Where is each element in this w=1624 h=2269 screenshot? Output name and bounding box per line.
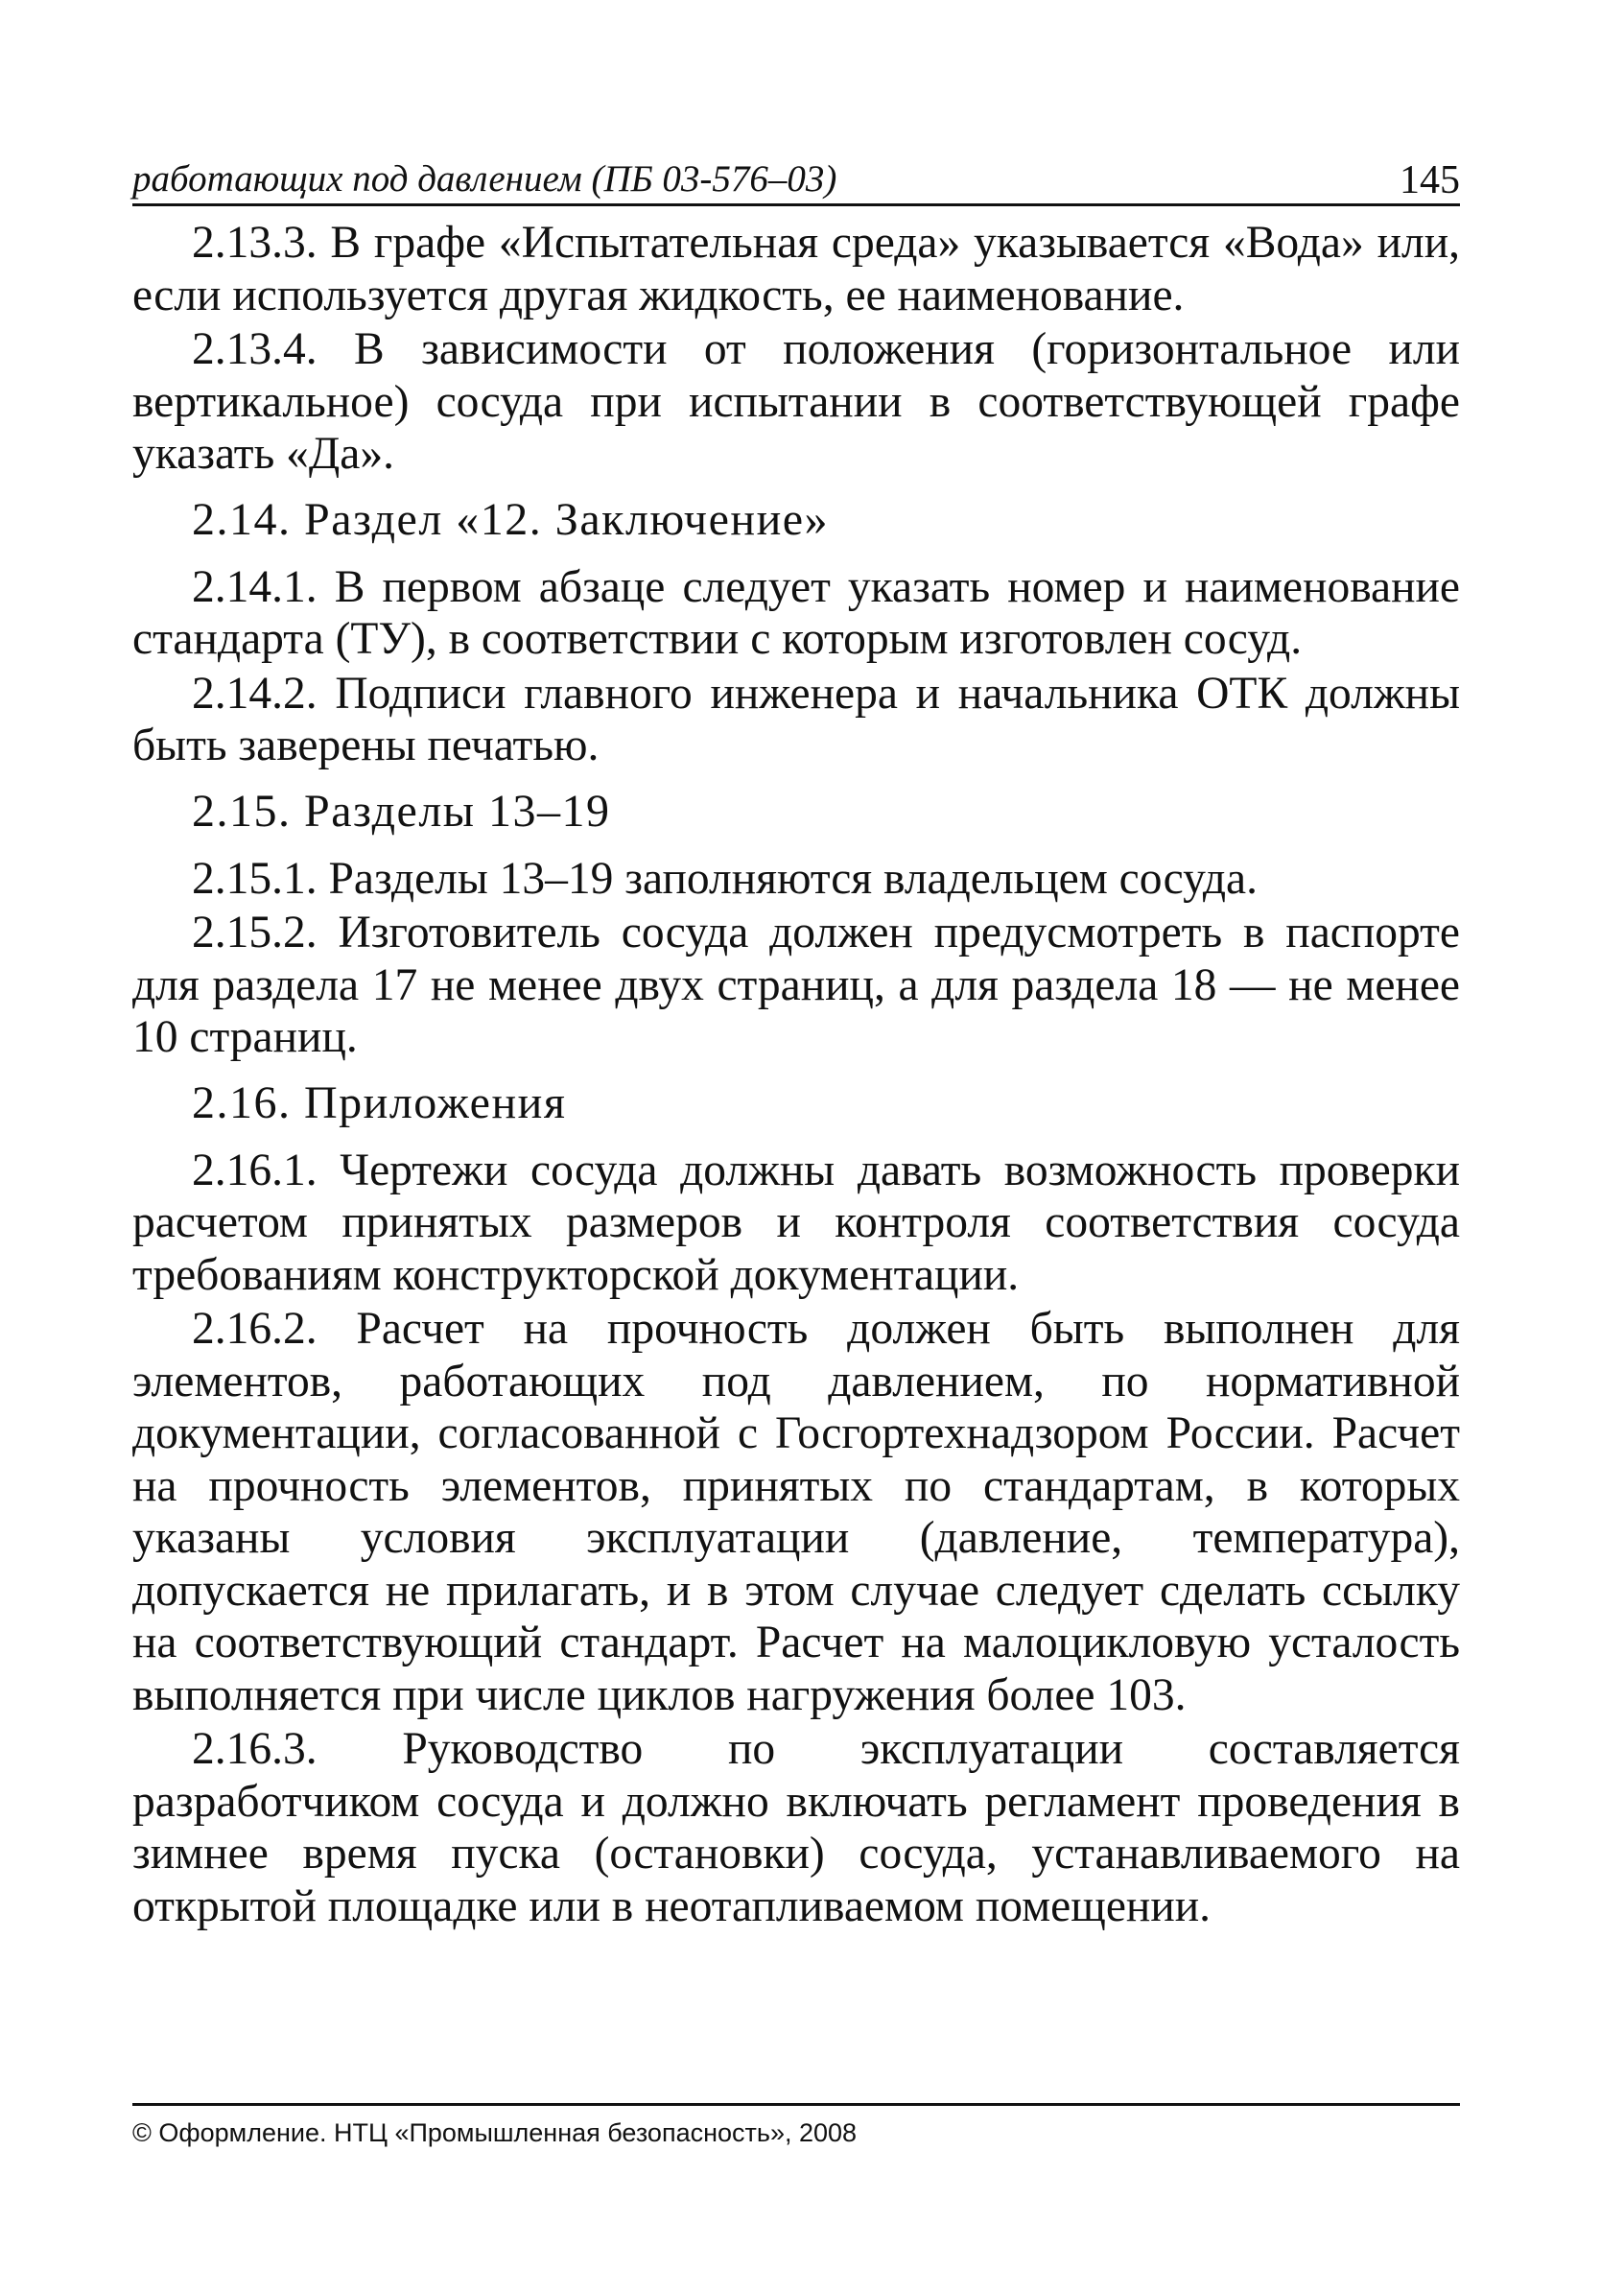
paragraph-2-15-2: 2.15.2. Изготовитель сосуда должен предусмотреть в паспорте для раздела 17 не менее двух страниц, а для раздела 18 — не менее 10 страниц. xyxy=(132,908,1460,1062)
section-heading-2-14: 2.14. Раздел «12. Заключение» xyxy=(192,493,830,545)
paragraph-2-14-1: 2.14.1. В первом абзаце следует указать номер и наименование стандарта (ТУ), в соответствии с которым изготовлен сосуд. xyxy=(132,561,1460,664)
paragraph-2-15-1: 2.15.1. Разделы 13–19 заполняются владельцем сосуда. xyxy=(192,853,1259,904)
section-heading-2-16: 2.16. Приложения xyxy=(192,1076,567,1128)
paragraph-2-16-1: 2.16.1. Чертежи сосуда должны давать возможность проверки расчетом принятых размеров и контроля соответствия сосуда требованиям конструкторской документации. xyxy=(132,1145,1460,1300)
paragraph-2-13-4: 2.13.4. В зависимости от положения (горизонтальное или вертикальное) сосуда при испытании в соответствующей графе указать «Да». xyxy=(132,324,1460,479)
paragraph-2-16-3: 2.16.3. Руководство по эксплуатации составляется разработчиком сосуда и должно включать регламент проведения в зимнее время пуска (остановки) сосуда, устанавливаемого на открытой площадке или в неотапливаемом помещении. xyxy=(132,1724,1460,1931)
running-header xyxy=(132,154,1460,206)
paragraph-2-14-2: 2.14.2. Подписи главного инженера и начальника ОТК должны быть заверены печатью. xyxy=(132,668,1460,770)
page-number: 145 xyxy=(1400,158,1460,202)
footer-copyright: © Оформление. НТЦ «Промышленная безопасность», 2008 xyxy=(132,2118,858,2147)
footer-divider xyxy=(132,2103,1460,2106)
document-body xyxy=(132,217,1460,1934)
header-title: работающих под давлением (ПБ 03-576–03) xyxy=(132,158,837,200)
section-heading-2-15: 2.15. Разделы 13–19 xyxy=(192,785,611,837)
paragraph-2-16-2: 2.16.2. Расчет на прочность должен быть выполнен для элементов, работающих под давлением, по нормативной документации, согласованной с Госгортехнадзором России. Расчет на прочность элементов, принятых по стандартам, в которых указаны условия эксплуатации (давление, температура), допускается не прилагать, и в этом случае следует сделать ссылку на соответствующий стандарт. Расчет на малоцикловую усталость выполняется при числе циклов нагружения более 103. xyxy=(132,1304,1460,1720)
paragraph-2-13-3: 2.13.3. В графе «Испытательная среда» указывается «Вода» или, если используется другая жидкость, ее наименование. xyxy=(132,218,1460,320)
